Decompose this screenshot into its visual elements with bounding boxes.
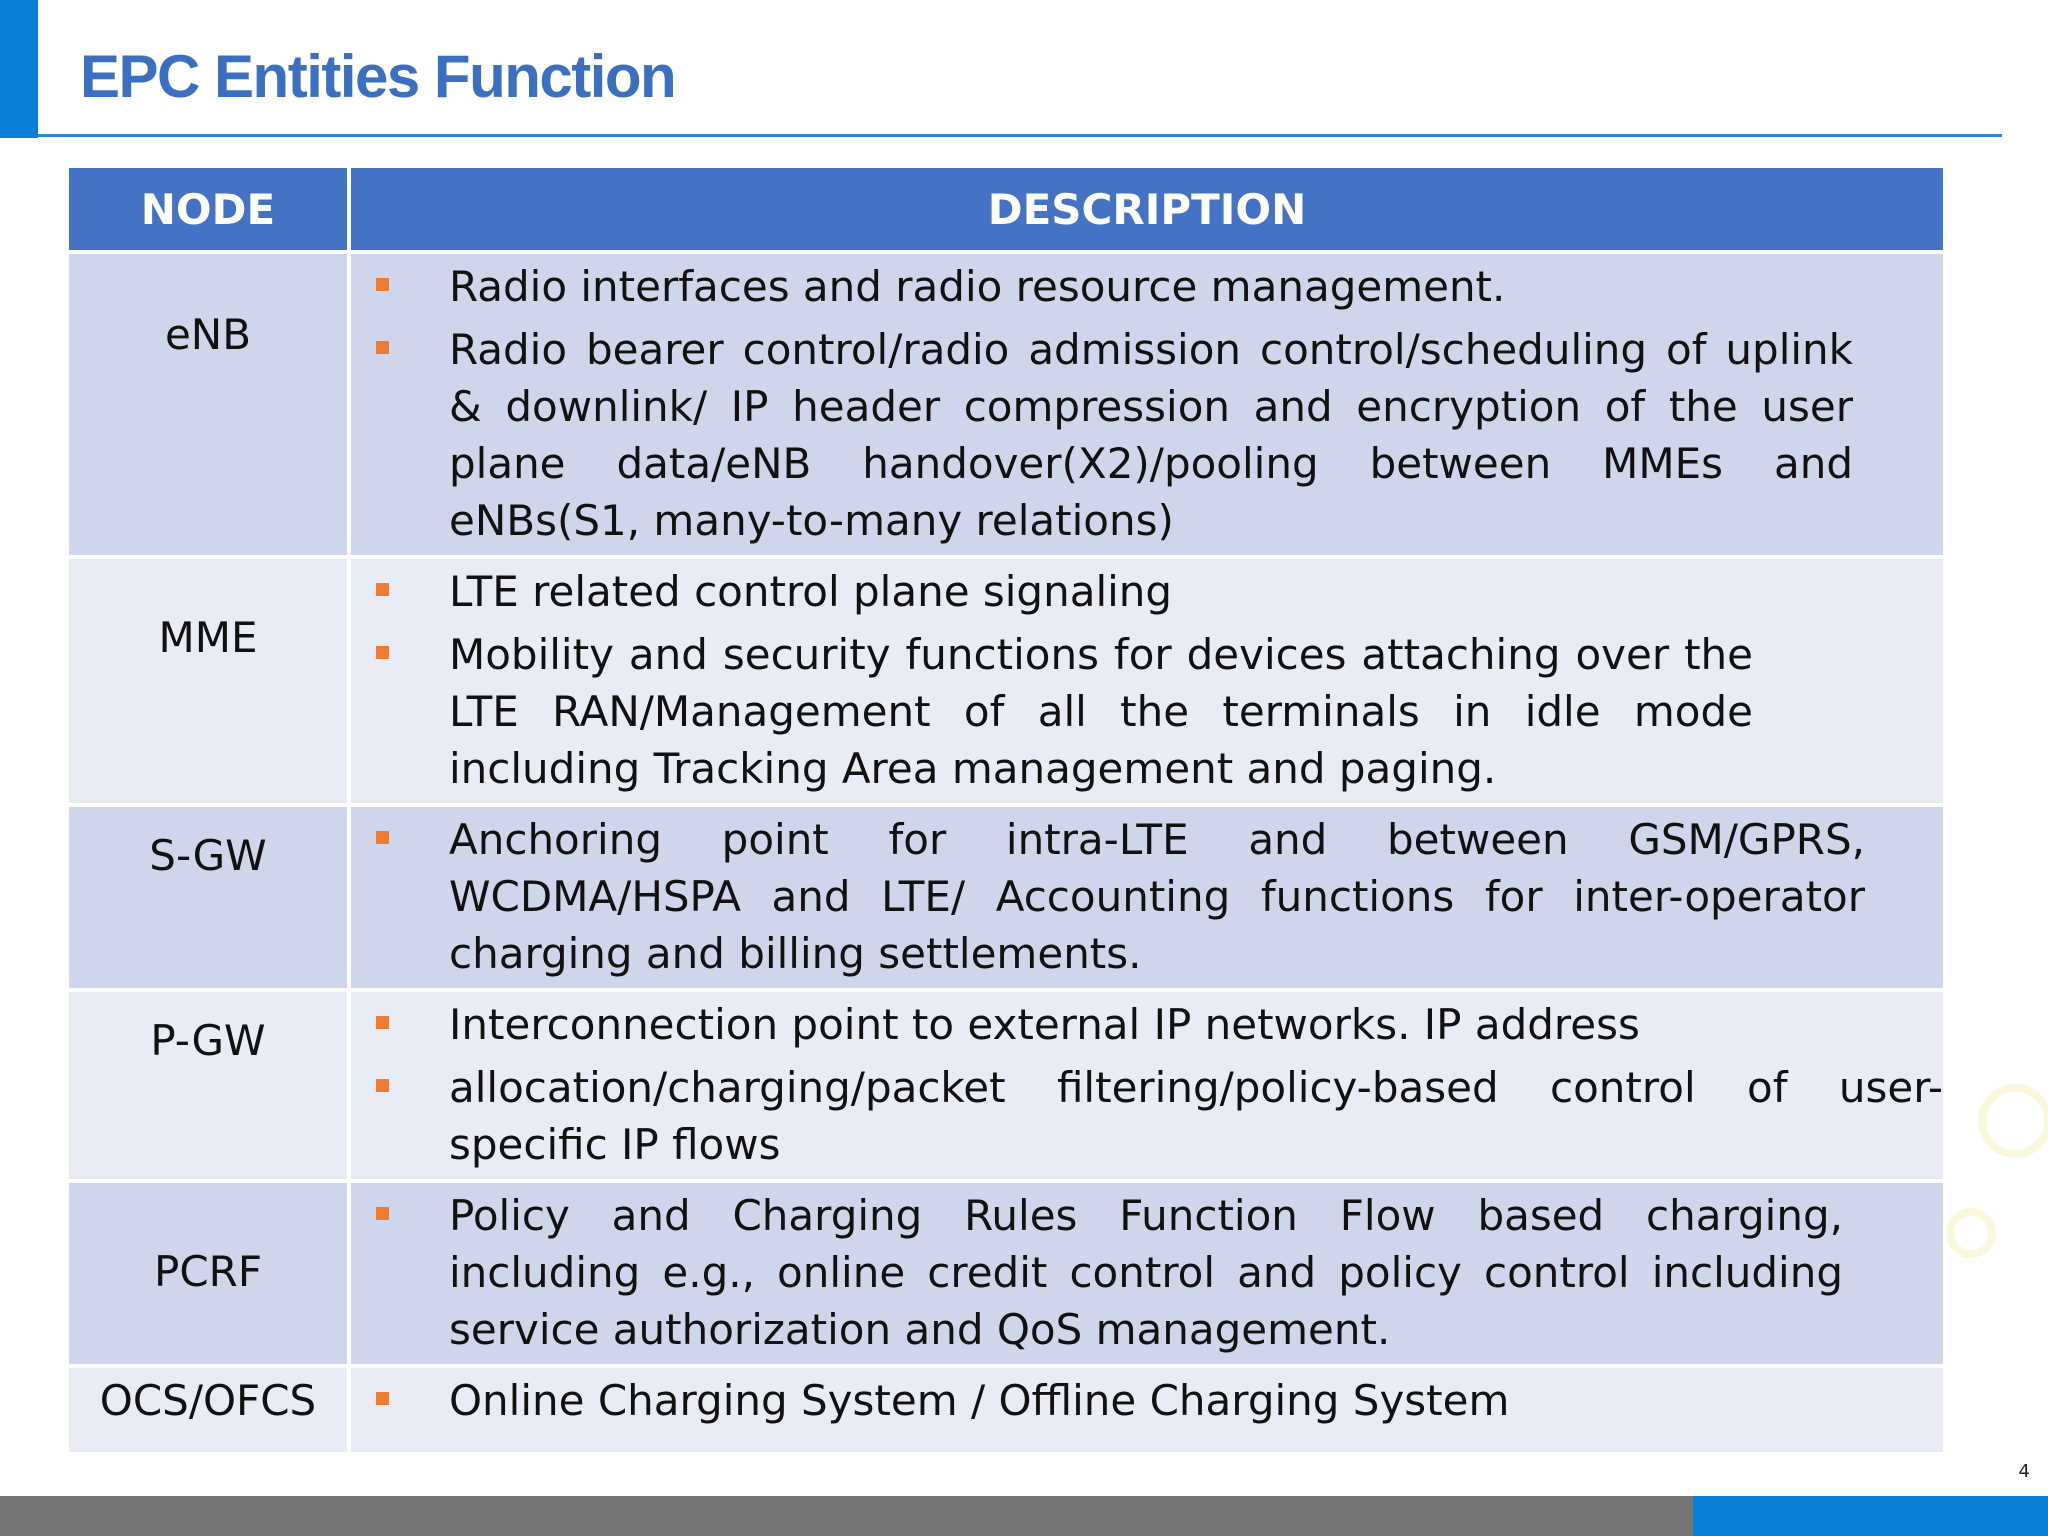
list-item	[351, 1187, 1843, 1358]
decorative-ring	[1946, 1208, 1996, 1258]
table-row-sgw	[67, 805, 1945, 990]
table-row-pcrf	[67, 1181, 1945, 1366]
bullet-list	[351, 258, 1943, 549]
title-accent-bar	[0, 0, 38, 138]
node-cell	[67, 557, 349, 805]
orange-square-bullet-icon	[376, 1392, 389, 1405]
bullet-text: allocation/charging/packet filtering/policy-based control of user-specific IP flows	[449, 1063, 1943, 1169]
footer-accent	[1693, 1496, 2048, 1536]
orange-square-bullet-icon	[376, 583, 389, 596]
node-cell	[67, 252, 349, 557]
orange-square-bullet-icon	[376, 1079, 389, 1092]
list-item	[351, 1059, 1943, 1173]
description-cell	[349, 1181, 1945, 1366]
bullet-text: Policy and Charging Rules Function Flow based charging, including e.g., online credit control and policy control including service authorization and QoS management.	[449, 1191, 1843, 1354]
node-column-header: NODE	[67, 166, 349, 252]
table-row-enb	[67, 252, 1945, 557]
orange-square-bullet-icon	[376, 1016, 389, 1029]
list-item	[351, 563, 1753, 620]
page-number: 4	[2018, 1461, 2030, 1482]
node-cell	[67, 805, 349, 990]
list-item	[351, 1372, 1883, 1429]
orange-square-bullet-icon	[376, 1207, 389, 1220]
orange-square-bullet-icon	[376, 341, 389, 354]
table-header-row	[67, 166, 1945, 252]
description-column-header: DESCRIPTION	[349, 166, 1945, 252]
decorative-ring	[1978, 1084, 2048, 1158]
orange-square-bullet-icon	[376, 278, 389, 291]
list-item	[351, 321, 1853, 549]
bullet-list	[351, 1372, 1943, 1429]
node-name: OCS/OFCS	[99, 1376, 317, 1425]
description-cell	[349, 1366, 1945, 1454]
node-name: eNB	[164, 310, 252, 359]
bullet-list	[351, 996, 1943, 1173]
description-cell	[349, 990, 1945, 1181]
bullet-list	[351, 811, 1943, 982]
title-underline	[38, 134, 2002, 137]
bullet-text: LTE related control plane signaling	[449, 567, 1173, 616]
node-name: PCRF	[154, 1247, 262, 1296]
bullet-list	[351, 1187, 1943, 1358]
table-row-pgw	[67, 990, 1945, 1181]
description-cell	[349, 252, 1945, 557]
bullet-text: Radio interfaces and radio resource management.	[449, 262, 1506, 311]
node-name: S-GW	[149, 831, 267, 880]
epc-entities-table	[65, 164, 1947, 1456]
table-row-ocs-ofcs	[67, 1366, 1945, 1454]
list-item	[351, 258, 1853, 315]
description-cell	[349, 805, 1945, 990]
node-name: P-GW	[150, 1016, 266, 1065]
list-item	[351, 811, 1865, 982]
node-cell	[67, 1366, 349, 1454]
bullet-text: Radio bearer control/radio admission control/scheduling of uplink & downlink/ IP header compression and encryption of the user plane data/eNB handover(X2)/pooling between MMEs and eNBs(S1, many-to-many relations)	[449, 325, 1853, 545]
node-name: MME	[158, 613, 258, 662]
slide-title: EPC Entities Function	[80, 43, 676, 110]
bullet-text: Mobility and security functions for devices attaching over the LTE RAN/Management of all the terminals in idle mode including Tracking Area management and paging.	[449, 630, 1753, 793]
description-cell	[349, 557, 1945, 805]
node-cell	[67, 990, 349, 1181]
bullet-text: Online Charging System / Offline Charging System	[449, 1376, 1510, 1425]
orange-square-bullet-icon	[376, 646, 389, 659]
bullet-text: Interconnection point to external IP networks. IP address	[449, 1000, 1640, 1049]
list-item	[351, 626, 1753, 797]
orange-square-bullet-icon	[376, 831, 389, 844]
node-cell	[67, 1181, 349, 1366]
table-row-mme	[67, 557, 1945, 805]
bullet-text: Anchoring point for intra-LTE and between GSM/GPRS, WCDMA/HSPA and LTE/ Accounting functions for inter-operator charging and billing settlements.	[449, 815, 1865, 978]
list-item	[351, 996, 1943, 1053]
bullet-list	[351, 563, 1943, 797]
